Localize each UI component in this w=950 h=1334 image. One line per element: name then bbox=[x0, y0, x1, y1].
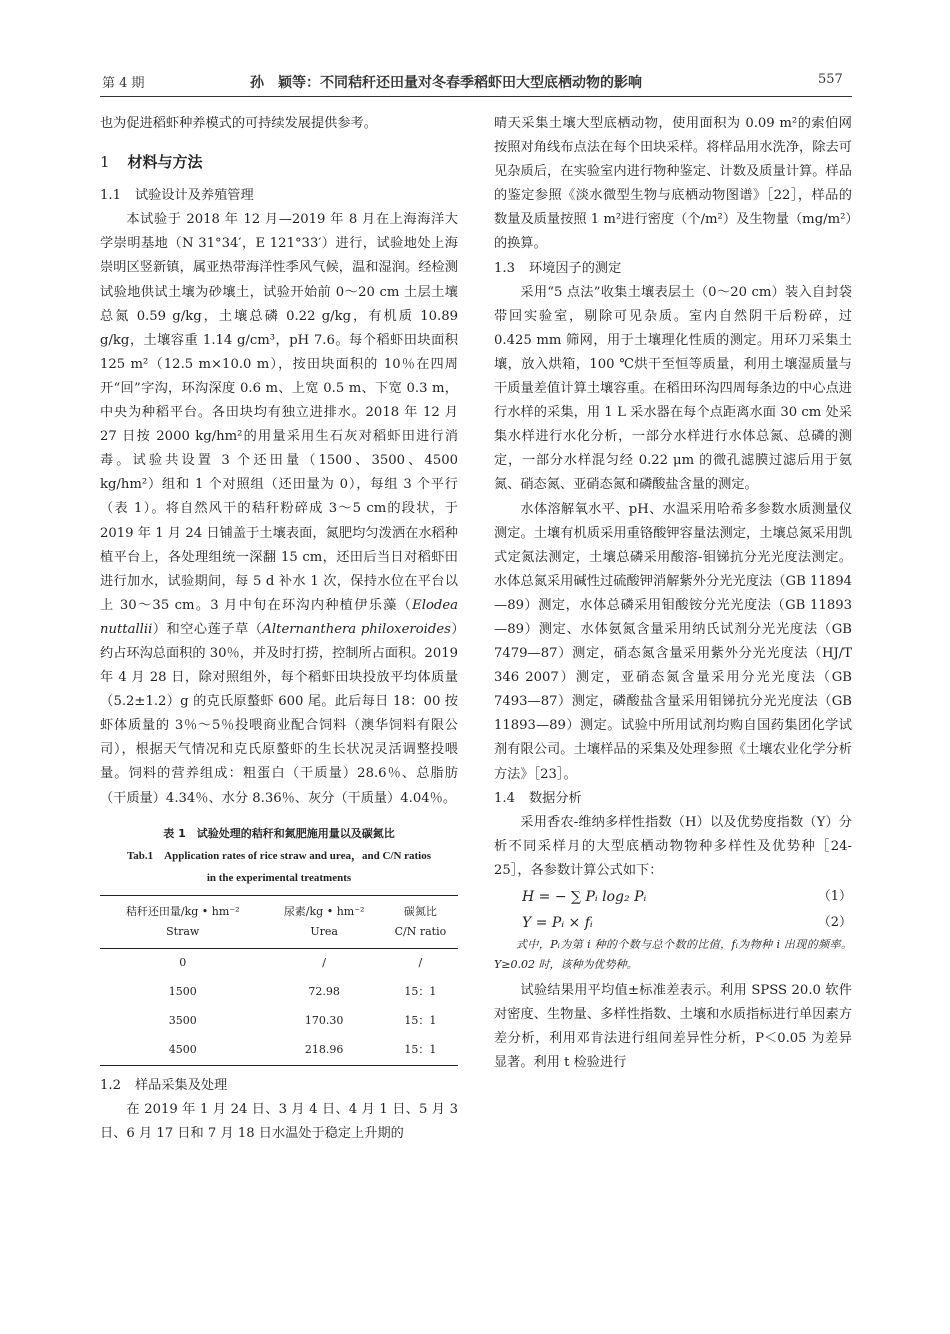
paragraph-sampling: 在 2019 年 1 月 24 日、3 月 4 日、4 月 1 日、5 月 3 日、6 月 17 日和 7 月 18 日水温处于稳定上升期的 bbox=[100, 1101, 458, 1141]
subsection-number: 1.1 bbox=[100, 188, 121, 204]
table-cell: 15：1 bbox=[404, 1013, 437, 1027]
subsection-heading-1-4 bbox=[494, 787, 852, 811]
equation-expression: Y = Pᵢ × fᵢ bbox=[522, 915, 593, 931]
column-header-en: Straw bbox=[166, 924, 200, 938]
table-header-row bbox=[100, 895, 458, 948]
header-page-number: 557 bbox=[818, 72, 843, 87]
table-row bbox=[100, 1007, 458, 1036]
column-header-cn: 碳氮比 bbox=[403, 904, 437, 918]
left-column bbox=[100, 112, 458, 1146]
paragraph-sampling-continued: 晴天采集土壤大型底栖动物，使用面积为 0.09 m²的索伯网按照对角线布点法在每个田块采样。将样品用水洗净，除去可见杂质后，在实验室内进行物种鉴定、计数及质量计算。样品的鉴定参照《淡水微型生物与底栖动物图谱》［22］，样品的数量及质量按照 1 m²进行密度（个/m²）及生物量（mg/m²）的换算。 bbox=[494, 116, 852, 252]
subsection-heading-1-1 bbox=[100, 184, 458, 208]
column-header bbox=[383, 895, 458, 948]
table-body bbox=[100, 895, 458, 1066]
right-column bbox=[494, 112, 852, 1075]
table-row bbox=[100, 1036, 458, 1066]
section-title: 材料与方法 bbox=[127, 153, 203, 172]
subsection-heading-1-2 bbox=[100, 1074, 458, 1098]
table-caption-cn: 表 1 试验处理的秸秆和氮肥施用量以及碳氮比 bbox=[163, 826, 395, 840]
paragraph-experiment-design bbox=[100, 208, 458, 810]
header-rule bbox=[100, 96, 852, 97]
subsection-heading-1-3 bbox=[494, 257, 852, 281]
table-caption-en: in the experimental treatments bbox=[206, 871, 352, 884]
table-cell: 3500 bbox=[168, 1013, 197, 1027]
paragraph-environment-sampling: 采用“5 点法”收集土壤表层土（0～20 cm）装入自封袋带回实验室，剔除可见杂质。室内自然阴干后粉碎，过 0.425 mm 筛网，用于土壤理化性质的测定。用环刀采集土壤，放入烘箱，100 ℃烘干至恒等质量，利用土壤湿质量与干质量差值计算土壤容重。在稻田环沟四周每条边的中心点进行水样的采集，用 1 L 采水器在每个点距离水面 30 cm 处采集水样进行水化分析，一部分水样进行水体总氮、总磷的测定，一部分水样混匀经 0.22 μm 的微孔滤膜过滤后用于氨氮、硝态氮、亚硝态氮和磷酸盐含量的测定。 bbox=[494, 284, 852, 493]
text-run: 本试验于 2018 年 12 月—2019 年 8 月在上海海洋大学崇明基地（N 31°34′，E 121°33′）进行，试验地处上海崇明区竖新镇，属亚热带海洋性季风气候，温和湿润。经检测试验地供试土壤为砂壤土，试验开始前 0～20 cm 土层土壤总氮 0.59 g/kg，土壤总磷 0.22 g/kg，有机质 10.89 g/kg，土壤容重 1.14 g/cm³，pH 7.6。每个稻虾田块面积 125 m²（12.5 m×10.0 m），按田块面积的 10％在四周开“回”字沟，环沟深度 0.6 m、上宽 0.5 m、下宽 0.3 m，中央为种稻平台。各田块均有独立进排水。2018 年 12 月 27 日按 2000 kg/hm²的用量采用生石灰对稻虾田进行消毒。试验共设置 3 个还田量（1500、3500、4500 kg/hm²）组和 1 个对照组（还田量为 0），每组 3 个平行（表 1）。将自然风干的秸秆粉碎成 3～5 cm的段状，于 2019 年 1 月 24 日铺盖于土壤表面，氮肥均匀泼洒在水稻种植平台上，各处理组统一深翻 15 cm，还田后当日对稻虾田进行加水，试验期间，每 5 d 补水 1 次，保持水位在平台以上 30～35 cm。3 月中旬在环沟内种植伊乐藻（ bbox=[100, 212, 458, 613]
table-cell: 0 bbox=[179, 955, 187, 969]
table-cell: / bbox=[418, 955, 423, 969]
table-cell: 170.30 bbox=[304, 1013, 344, 1027]
table-cell: / bbox=[322, 955, 326, 969]
table-row bbox=[100, 948, 458, 978]
equation-2 bbox=[494, 909, 852, 935]
column-header-en: Urea bbox=[310, 924, 338, 938]
equation-1 bbox=[494, 883, 852, 909]
species-name: Alternanthera philoxeroides bbox=[262, 621, 451, 637]
table-cell: 1500 bbox=[168, 984, 197, 998]
subsection-title: 环境因子的测定 bbox=[528, 260, 622, 276]
section-heading-1 bbox=[100, 150, 458, 174]
table-cell: 72.98 bbox=[308, 984, 340, 998]
text-run: ）和空心莲子草（ bbox=[152, 621, 263, 637]
subsection-number: 1.3 bbox=[494, 260, 515, 276]
table-row bbox=[100, 978, 458, 1007]
header-title: 孙 颖等：不同秸秆还田量对冬春季稻虾田大型底栖动物的影响 bbox=[250, 75, 642, 91]
subsection-title: 数据分析 bbox=[528, 790, 582, 806]
table-caption-en: Tab.1 Application rates of rice straw and urea，and C/N ratios bbox=[126, 849, 432, 862]
column-header bbox=[100, 895, 265, 948]
paragraph-statistics: 试验结果用平均值±标准差表示。利用 SPSS 20.0 软件对密度、生物量、多样性指数、土壤和水质指标进行单因素方差分析，利用邓肯法进行组间差异性分析，P＜0.05 为差异显著。利用 t 检验进行 bbox=[494, 983, 852, 1071]
header-issue: 第 4 期 bbox=[102, 76, 145, 91]
table-1 bbox=[100, 823, 458, 1066]
paragraph-data-analysis: 采用香农-维纳多样性指数（H）以及优势度指数（Y）分析不同采样月的大型底栖动物物种多样性及优势种［24-25］，各参数计算公式如下： bbox=[494, 814, 852, 878]
text-run: ）约占环沟总面积的 30％，并及时打捞，控制所占面积。2019 年 4 月 28 日，除对照组外，每个稻虾田块投放平均体质量（5.2±1.2）g 的克氏原螯虾 600 尾。此后每日 18：00 按虾体质量的 3％～5％投喂商业配合饲料（澳华饲料有限公司），根据天气情况和克氏原螯虾的生长状况灵活调整投喂量。饲料的营养组成：粗蛋白（干质量）28.6％、总脂肪（干质量）4.34％、水分 8.36％、灰分（干质量）4.04％。 bbox=[100, 621, 459, 806]
equation-number: （2） bbox=[817, 915, 852, 930]
subsection-title: 试验设计及养殖管理 bbox=[134, 188, 254, 204]
table-cell: 4500 bbox=[100, 1036, 265, 1066]
table-cell: 218.96 bbox=[265, 1036, 382, 1066]
subsection-title: 样品采集及处理 bbox=[134, 1077, 228, 1093]
table-cell: 15：1 bbox=[404, 984, 437, 998]
column-header-cn: 尿素/kg • hm⁻² bbox=[283, 904, 365, 918]
equation-expression: H = − ∑ Pᵢ log₂ Pᵢ bbox=[522, 889, 647, 905]
section-number: 1 bbox=[100, 153, 110, 172]
species-name: Elodea nuttallii bbox=[100, 597, 458, 637]
subsection-number: 1.4 bbox=[494, 790, 515, 806]
column-header bbox=[265, 895, 382, 948]
column-header-en: C/N ratio bbox=[394, 924, 447, 938]
table-cell: 15：1 bbox=[383, 1036, 458, 1066]
column-header-cn: 秸秆还田量/kg • hm⁻² bbox=[125, 904, 240, 918]
intro-tail-paragraph: 也为促进稻虾种养模式的可持续发展提供参考。 bbox=[100, 116, 377, 131]
paragraph-measurement-methods: 水体溶解氧水平、pH、水温采用哈希多参数水质测量仪测定。土壤有机质采用重铬酸钾容量法测定，土壤总氮采用凯式定氮法测定，土壤总磷采用酸溶-钼锑抗分光光度法测定。水体总氮采用碱性过硫酸钾消解紫外分光光度法（GB 11894—89）测定，水体总磷采用钼酸铵分光光度法（GB 11893—89）测定、水体氨氮含量采用纳氏试剂分光光度法（GB 7479—87）测定，硝态氮含量采用紫外分光光度法（HJ/T 346 2007）测定，亚硝态氮含量采用分光光度法（GB 7493—87）测定，磷酸盐含量采用钼锑抗分光光度法（GB 11893—89）测定。试验中所用试剂均购自国药集团化学试剂有限公司。土壤样品的采集及处理参照《土壤农业化学分析方法》［23］。 bbox=[494, 501, 852, 782]
equation-number: （1） bbox=[817, 889, 852, 904]
subsection-number: 1.2 bbox=[100, 1077, 121, 1093]
equation-note: 式中，Pᵢ为第 i 种的个数与总个数的比值，fᵢ为物种 i 出现的频率。Y≥0.02 时，该种为优势种。 bbox=[494, 938, 852, 971]
